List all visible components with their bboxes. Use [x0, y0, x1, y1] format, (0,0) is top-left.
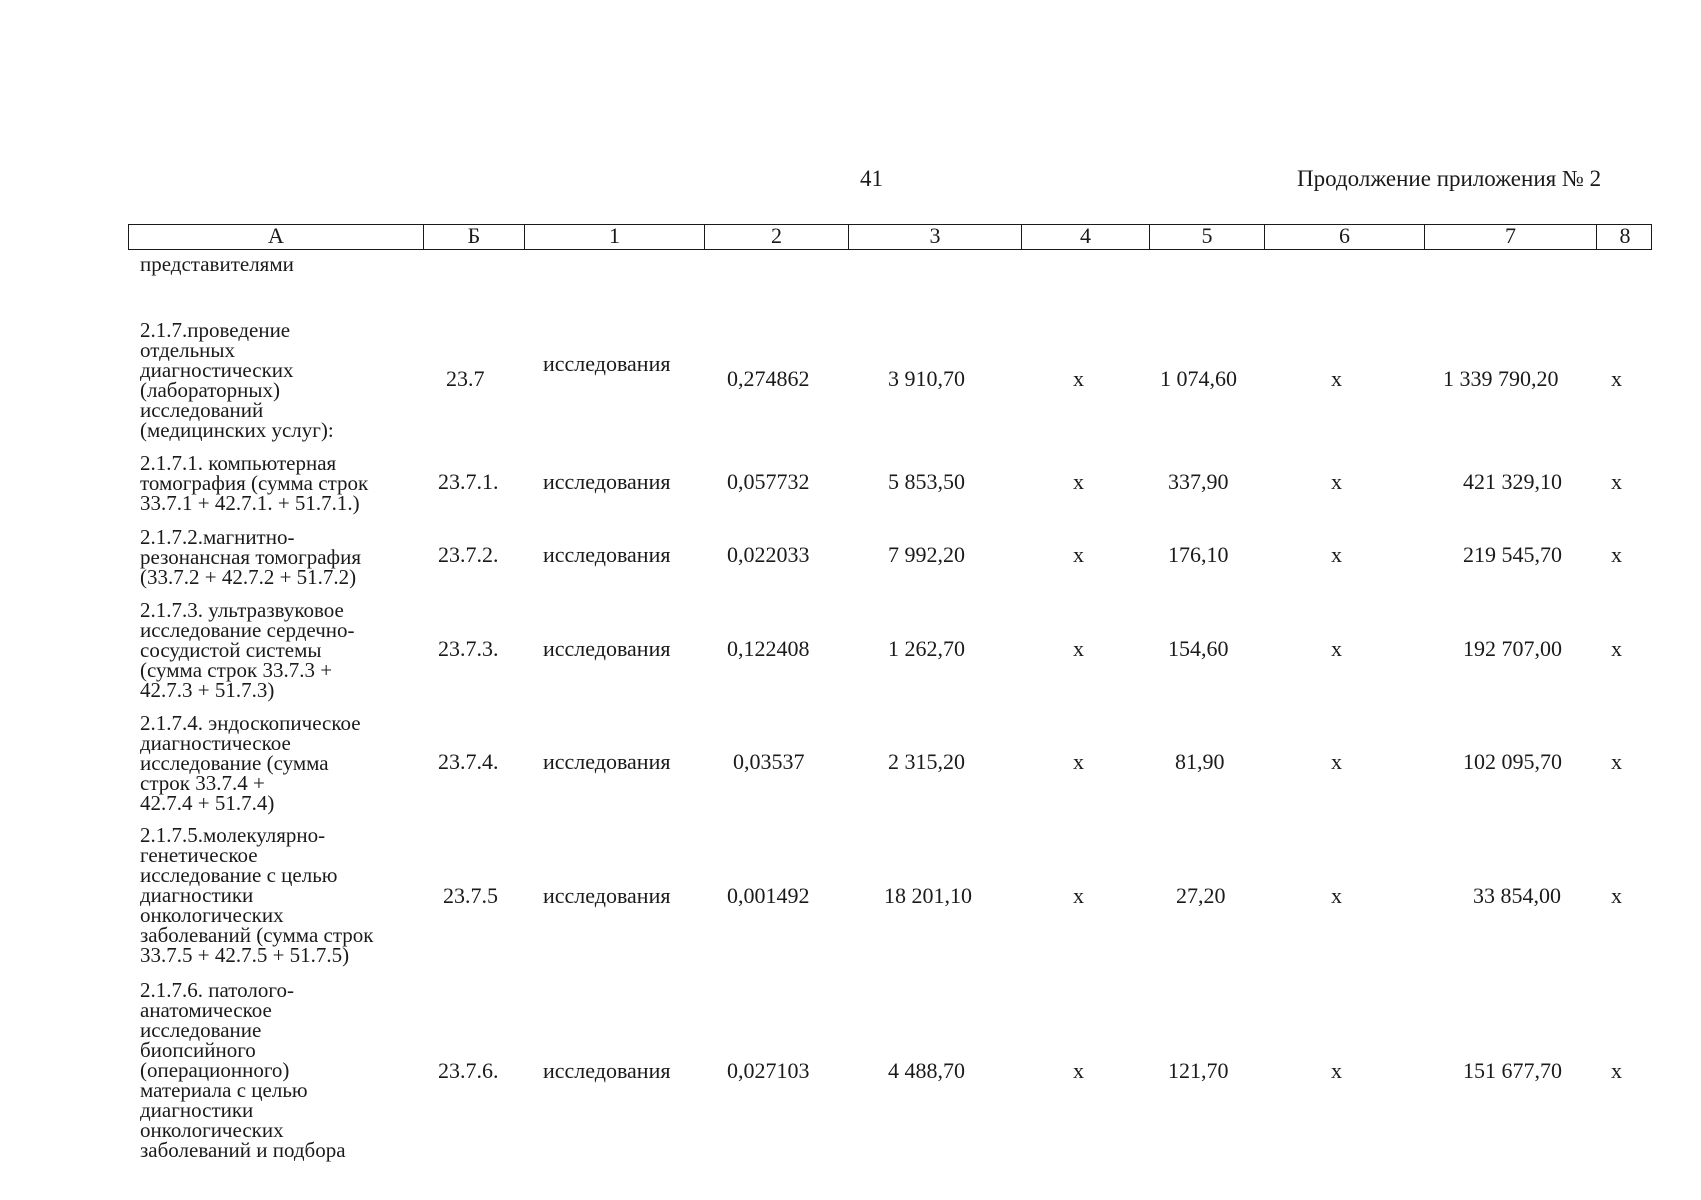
column-header-2: 2 [705, 225, 849, 249]
column-header-6: 6 [1265, 225, 1425, 249]
row-col-3: 1 262,70 [888, 636, 965, 661]
row-col-5: 121,70 [1168, 1058, 1229, 1083]
row-col-8: х [1611, 636, 1622, 661]
row-col-4: х [1073, 542, 1084, 567]
row-col-7: 33 854,00 [1473, 883, 1561, 908]
row-unit: исследования [543, 542, 671, 567]
row-col-2: 0,03537 [733, 749, 805, 774]
row-col-5: 176,10 [1168, 542, 1229, 567]
row-code: 23.7 [446, 366, 485, 391]
row-col-4: х [1073, 469, 1084, 494]
row-description: 2.1.7.3. ультразвуковое исследование сердечно- сосудистой системы (сумма строк 33.7.3 + 42.7.3 + 51.7.3) [140, 598, 355, 702]
row-col-5: 81,90 [1175, 749, 1225, 774]
row-col-3: 7 992,20 [888, 542, 965, 567]
row-unit: исследования [543, 636, 671, 661]
row-col-3: 3 910,70 [888, 366, 965, 391]
row-col-7: 102 095,70 [1463, 749, 1562, 774]
row-col-4: х [1073, 636, 1084, 661]
row-col-7: 192 707,00 [1463, 636, 1562, 661]
row-description: 2.1.7.4. эндоскопическое диагностическое исследование (сумма строк 33.7.4 + 42.7.4 + 51.7.4) [140, 711, 361, 815]
row-code: 23.7.2. [438, 542, 499, 567]
row-col-4: х [1073, 883, 1084, 908]
row-unit: исследования [543, 883, 671, 908]
row-col-6: х [1331, 542, 1342, 567]
row-col-4: х [1073, 366, 1084, 391]
row-col-6: х [1331, 636, 1342, 661]
row-col-6: х [1331, 469, 1342, 494]
row-unit: исследования [543, 469, 671, 494]
row-code: 23.7.1. [438, 469, 499, 494]
row-col-8: х [1611, 749, 1622, 774]
row-col-2: 0,274862 [727, 366, 810, 391]
row-col-6: х [1331, 1058, 1342, 1083]
row-col-3: 18 201,10 [884, 883, 972, 908]
row-col-5: 154,60 [1168, 636, 1229, 661]
row-code: 23.7.6. [438, 1058, 499, 1083]
row-col-5: 1 074,60 [1160, 366, 1237, 391]
row-col-8: х [1611, 1058, 1622, 1083]
row-unit: исследования [543, 749, 671, 774]
row-col-5: 337,90 [1168, 469, 1229, 494]
row-col-8: х [1611, 883, 1622, 908]
row-col-6: х [1331, 366, 1342, 391]
row-col-2: 0,001492 [727, 883, 810, 908]
row-col-2: 0,122408 [727, 636, 810, 661]
row-col-7: 421 329,10 [1463, 469, 1562, 494]
row-col-6: х [1331, 883, 1342, 908]
row-col-7: 1 339 790,20 [1443, 366, 1559, 391]
row-description: 2.1.7.6. патолого- анатомическое исследование биопсийного (операционного) материала с целью диагностики онкологических заболеваний и подбора [140, 978, 346, 1162]
row-col-3: 4 488,70 [888, 1058, 965, 1083]
row-col-2: 0,027103 [727, 1058, 810, 1083]
column-header-5: 5 [1150, 225, 1265, 249]
column-header-1: 1 [525, 225, 705, 249]
page-number: 41 [860, 166, 883, 191]
table-header [128, 224, 1652, 250]
row-col-3: 2 315,20 [888, 749, 965, 774]
row-col-7: 219 545,70 [1463, 542, 1562, 567]
row-col-8: х [1611, 542, 1622, 567]
column-header-8: 8 [1619, 223, 1631, 248]
column-header-b: Б [424, 225, 525, 249]
row-col-8: х [1611, 366, 1622, 391]
row-description: 2.1.7.5.молекулярно- генетическое исследование с целью диагностики онкологических заболеваний (сумма строк 33.7.5 + 42.7.5 + 51.7.5) [140, 823, 374, 967]
carryover-text: представителями [140, 252, 294, 276]
row-col-8: х [1611, 469, 1622, 494]
column-header-4: 4 [1022, 225, 1150, 249]
row-unit: исследования [543, 351, 671, 376]
row-col-5: 27,20 [1176, 883, 1226, 908]
row-unit: исследования [543, 1058, 671, 1083]
row-col-2: 0,057732 [727, 469, 810, 494]
row-description: 2.1.7.проведение отдельных диагностических (лабораторных) исследований (медицинских услуг): [140, 318, 334, 442]
row-code: 23.7.3. [438, 636, 499, 661]
column-header-7: 7 [1425, 225, 1597, 249]
row-col-4: х [1073, 1058, 1084, 1083]
continuation-label: Продолжение приложения № 2 [1297, 166, 1602, 191]
column-header-a: А [129, 225, 424, 249]
row-code: 23.7.5 [443, 883, 498, 908]
row-col-2: 0,022033 [727, 542, 810, 567]
column-header-3: 3 [849, 225, 1022, 249]
row-description: 2.1.7.2.магнитно- резонансная томография (33.7.2 + 42.7.2 + 51.7.2) [140, 525, 362, 589]
row-col-7: 151 677,70 [1463, 1058, 1562, 1083]
row-col-6: х [1331, 749, 1342, 774]
row-col-4: х [1073, 749, 1084, 774]
row-code: 23.7.4. [438, 749, 499, 774]
row-col-3: 5 853,50 [888, 469, 965, 494]
row-description: 2.1.7.1. компьютерная томография (сумма строк 33.7.1 + 42.7.1. + 51.7.1.) [140, 451, 369, 515]
